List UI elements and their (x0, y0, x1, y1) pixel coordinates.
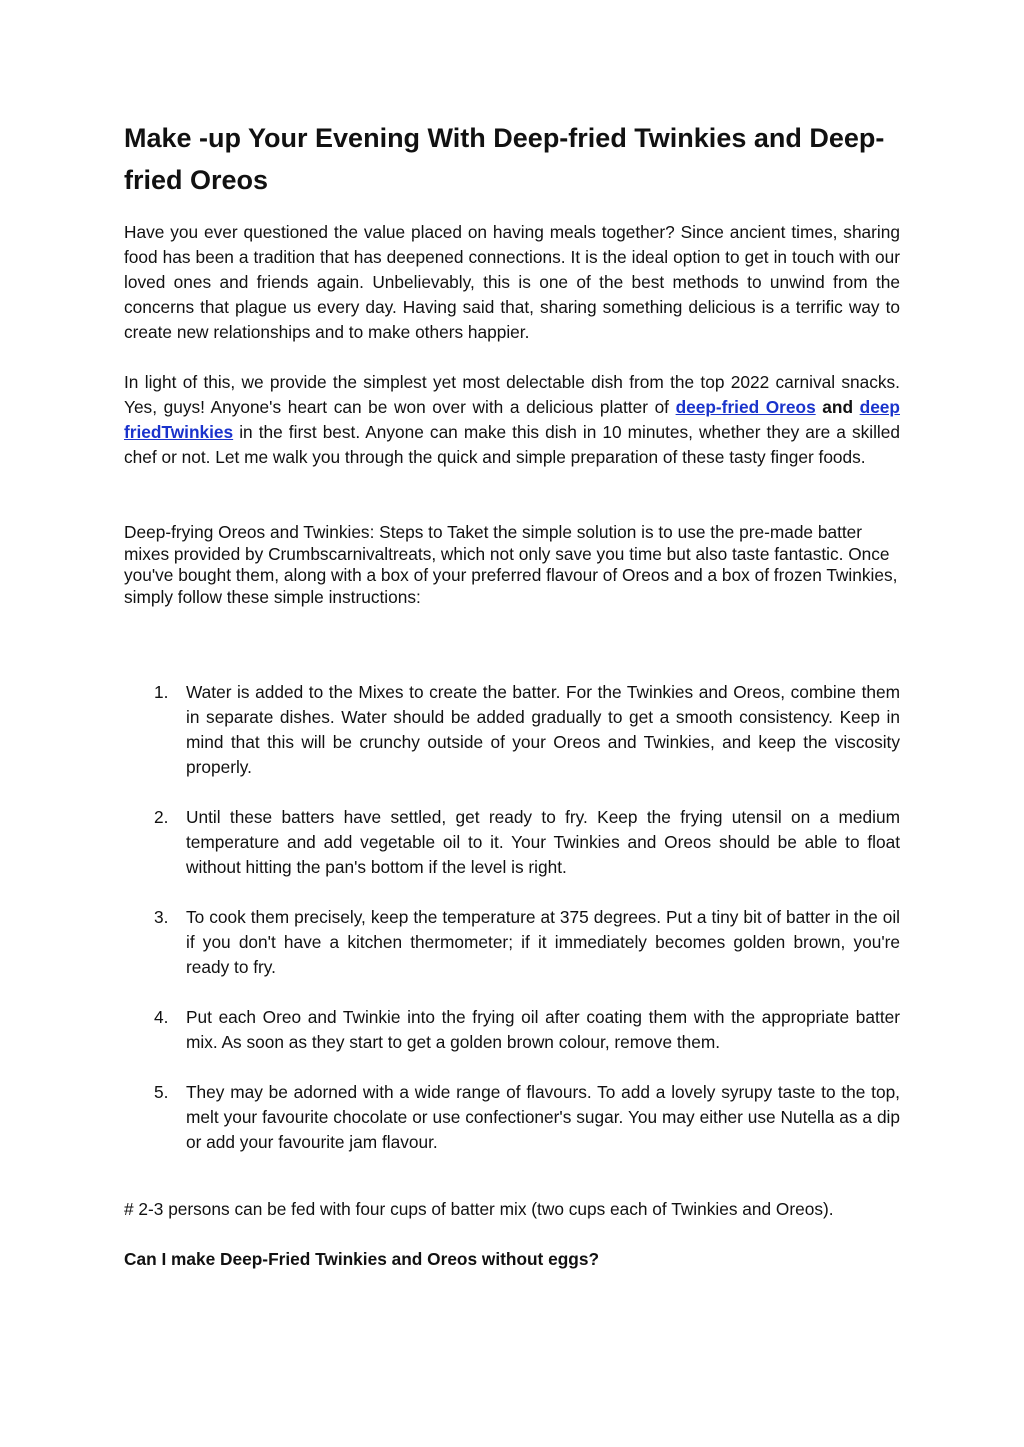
step-text: They may be adorned with a wide range of flavours. To add a lovely syrupy taste to the top, melt your favourite chocolate or use confectioner's sugar. You may either use Nutella as a dip or add your favourite jam flavour. (186, 1082, 900, 1152)
intro-paragraph: Have you ever questioned the value placed on having meals together? Since ancient times, sharing food has been a tradition that has deepened connections. It is the ideal option to get in touch with our loved ones and friends again. Unbelievably, this is one of the best methods to unwind from the concerns that plague us every day. Having said that, sharing something delicious is a terrific way to create new relationships and to make others happier. (124, 222, 900, 342)
para2-before: In light of this, we provide the simplest yet most delectable dish from the top 2022 carnival snacks. Yes, guys! Anyone's heart can be won over with a delicious platter of (124, 372, 900, 417)
steps-intro-paragraph: Deep-frying Oreos and Twinkies: Steps to Taket the simple solution is to use the pre-made batter mixes provided by Crumbscarnivaltreats, which not only save you time but also taste fantastic. Once you've bought them, along with a box of your preferred flavour of Oreos and a box of frozen Twinkies, simply follow these simple instructions: (124, 522, 898, 607)
step-number: 1. (154, 682, 169, 702)
step-text: Put each Oreo and Twinkie into the frying oil after coating them with the appropriate batter mix. As soon as they start to get a golden brown colour, remove them. (186, 1007, 900, 1052)
deep-fried-oreos-link[interactable]: deep-fried Oreos (675, 397, 816, 417)
step-text: Until these batters have settled, get ready to fry. Keep the frying utensil on a medium temperature and add vegetable oil to it. Your Twinkies and Oreos should be able to float without hitting the pan's bottom if the level is right. (186, 807, 900, 877)
step-number: 4. (154, 1007, 169, 1027)
eggless-subheading: Can I make Deep-Fried Twinkies and Oreos without eggs? (124, 1249, 600, 1270)
step-text: Water is added to the Mixes to create the batter. For the Twinkies and Oreos, combine them in separate dishes. Water should be added gradually to get a smooth consistency. Keep in mind that this will be crunchy outside of your Oreos and Twinkies, and keep the viscosity properly. (186, 682, 900, 777)
step-number: 3. (154, 907, 169, 927)
page-title: Make -up Your Evening With Deep-fried Twinkies and Deep-fried Oreos (124, 123, 885, 195)
step-text: To cook them precisely, keep the temperature at 375 degrees. Put a tiny bit of batter in the oil if you don't have a kitchen thermometer; if it immediately becomes golden brown, you're ready to fry. (186, 907, 900, 977)
step-number: 5. (154, 1082, 169, 1102)
deep-fried-twinkies-link[interactable]: deep friedTwinkies (124, 397, 900, 442)
para2-and: and (822, 397, 854, 417)
recipe-intro-paragraph (124, 370, 900, 470)
step-number: 2. (154, 807, 169, 827)
servings-note: # 2-3 persons can be fed with four cups of batter mix (two cups each of Twinkies and Oreos). (124, 1199, 834, 1220)
para2-after: in the first best. Anyone can make this dish in 10 minutes, whether they are a skilled chef or not. Let me walk you through the quick and simple preparation of these tasty finger foods. (124, 422, 900, 467)
